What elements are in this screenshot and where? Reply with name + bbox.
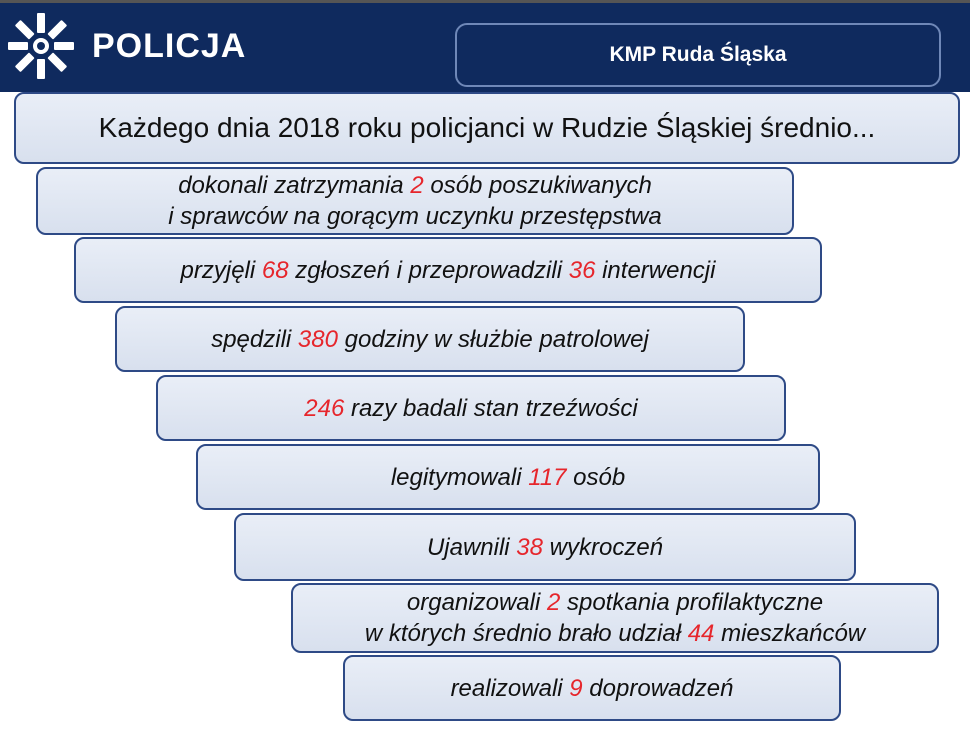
stat-line: i sprawców na gorącym uczynku przestępstwa: [168, 203, 662, 230]
stat-number: 246: [304, 394, 345, 422]
stat-line: dokonali zatrzymania 2 osób poszukiwanych: [178, 172, 652, 199]
stat-box-meetings: [291, 583, 939, 653]
unit-name: KMP Ruda Śląska: [609, 43, 787, 66]
stat-box-arrests: [36, 167, 794, 235]
brand-name: POLICJA: [92, 27, 247, 65]
stat-number: 68: [261, 256, 289, 284]
title-box: [14, 92, 960, 164]
header-bar: [0, 0, 970, 92]
stat-number: 44: [687, 620, 715, 647]
stat-line: Ujawnili 38 wykroczeń: [426, 533, 664, 561]
stat-line: organizowali 2 spotkania profilaktyczne: [406, 589, 824, 616]
stat-number: 380: [297, 325, 338, 353]
stat-number: 36: [568, 256, 596, 284]
stat-number: 38: [516, 533, 543, 561]
stat-line: realizowali 9 doprowadzeń: [450, 674, 734, 702]
stat-line: przyjęli 68 zgłoszeń i przeprowadzili 36 interwencji: [180, 256, 716, 284]
stat-line: legitymowali 117 osób: [390, 463, 626, 491]
stat-number: 2: [546, 589, 561, 616]
stat-box-id-checks: [196, 444, 820, 510]
stat-number: 117: [528, 463, 567, 491]
stat-line: 246 razy badali stan trzeźwości: [304, 394, 638, 422]
stat-number: 2: [410, 172, 424, 199]
police-star-icon: [6, 11, 76, 81]
unit-name-box: [455, 23, 941, 87]
stat-box-reports: [74, 237, 822, 303]
stat-box-sobriety: [156, 375, 786, 441]
stat-box-escorts: [343, 655, 841, 721]
stat-line: spędzili 380 godziny w służbie patrolowej: [211, 325, 649, 353]
stat-number: 9: [569, 674, 583, 702]
stat-line: w których średnio brało udział 44 mieszkańców: [364, 620, 866, 647]
page-title: Każdego dnia 2018 roku policjanci w Rudzie Śląskiej średnio...: [98, 112, 876, 143]
stat-box-patrol: [115, 306, 745, 372]
stat-box-offences: [234, 513, 856, 581]
